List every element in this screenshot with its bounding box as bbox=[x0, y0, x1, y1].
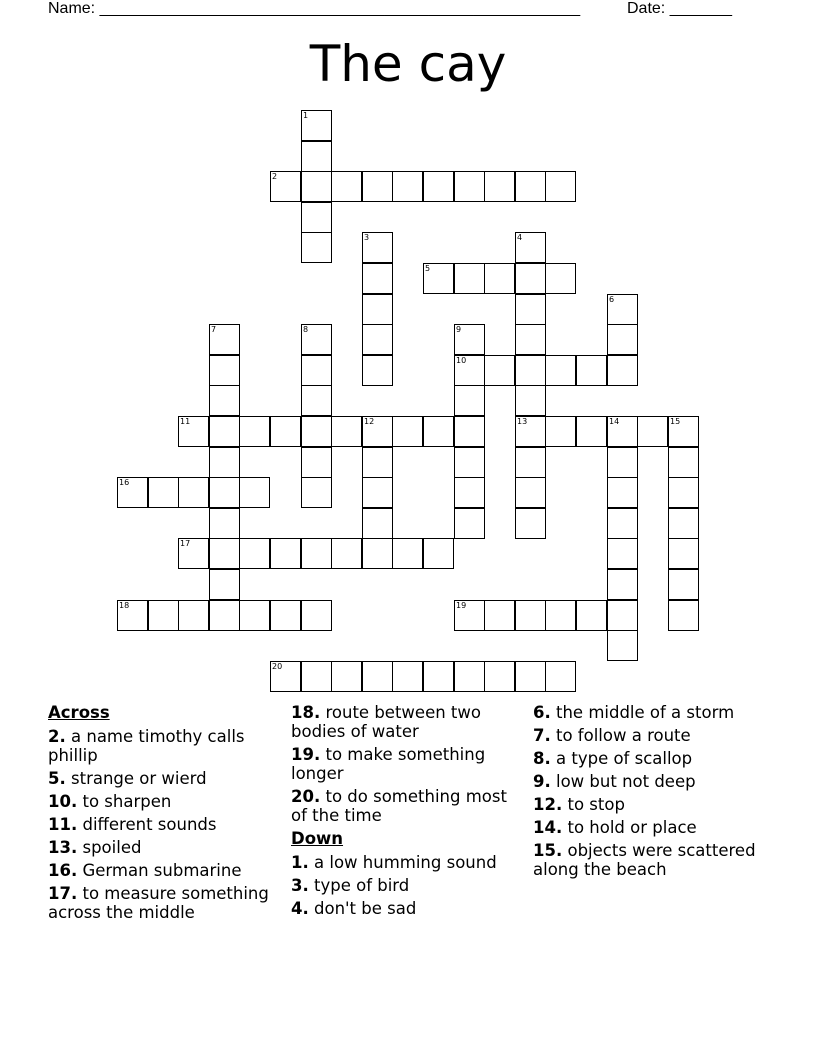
clue-across-19: 19. to make something longer bbox=[291, 745, 486, 783]
grid-cell[interactable] bbox=[423, 538, 454, 569]
grid-cell[interactable] bbox=[239, 600, 270, 631]
grid-cell[interactable] bbox=[362, 355, 393, 386]
grid-cell[interactable] bbox=[362, 538, 393, 569]
grid-cell[interactable] bbox=[301, 202, 332, 233]
grid-cell[interactable] bbox=[270, 416, 301, 447]
down-heading: Down bbox=[291, 829, 344, 848]
clue-across-18: 18. route between two bodies of water bbox=[291, 703, 481, 741]
grid-cell[interactable] bbox=[209, 385, 240, 416]
grid-cell[interactable] bbox=[515, 416, 546, 447]
grid-cell[interactable] bbox=[454, 355, 485, 386]
grid-cell[interactable] bbox=[607, 477, 638, 508]
grid-cell[interactable] bbox=[362, 661, 393, 692]
grid-cell[interactable] bbox=[362, 232, 393, 263]
grid-cell[interactable] bbox=[178, 477, 209, 508]
grid-cell[interactable] bbox=[331, 661, 362, 692]
grid-cell[interactable] bbox=[301, 232, 332, 263]
clue-number: 11 bbox=[180, 417, 191, 426]
grid-cell[interactable] bbox=[301, 477, 332, 508]
grid-cell[interactable] bbox=[515, 294, 546, 325]
grid-cell[interactable] bbox=[362, 171, 393, 202]
clue-number: 12 bbox=[364, 417, 375, 426]
grid-cell[interactable] bbox=[423, 263, 454, 294]
grid-cell[interactable] bbox=[668, 508, 699, 539]
grid-cell[interactable] bbox=[209, 355, 240, 386]
grid-cell[interactable] bbox=[607, 630, 638, 661]
grid-cell[interactable] bbox=[576, 416, 607, 447]
grid-cell[interactable] bbox=[454, 324, 485, 355]
date-line[interactable]: _______ bbox=[669, 0, 732, 17]
grid-cell[interactable] bbox=[607, 447, 638, 478]
grid-cell[interactable] bbox=[607, 294, 638, 325]
grid-cell[interactable] bbox=[270, 661, 301, 692]
grid-cell[interactable] bbox=[301, 324, 332, 355]
grid-cell[interactable] bbox=[454, 600, 485, 631]
grid-cell[interactable] bbox=[209, 600, 240, 631]
grid-cell[interactable] bbox=[515, 355, 546, 386]
grid-cell[interactable] bbox=[301, 538, 332, 569]
grid-cell[interactable] bbox=[607, 600, 638, 631]
grid-cell[interactable] bbox=[392, 661, 423, 692]
clue-down-15: 15. objects were scattered along the beach bbox=[533, 841, 756, 879]
clue-across-16: 16. German submarine bbox=[48, 861, 242, 880]
grid-cell[interactable] bbox=[423, 171, 454, 202]
grid-cell[interactable] bbox=[515, 508, 546, 539]
grid-cell[interactable] bbox=[545, 171, 576, 202]
grid-cell[interactable] bbox=[331, 416, 362, 447]
grid-cell[interactable] bbox=[454, 508, 485, 539]
clue-across-10: 10. to sharpen bbox=[48, 792, 172, 811]
grid-cell[interactable] bbox=[392, 171, 423, 202]
clue-down-7: 7. to follow a route bbox=[533, 726, 691, 745]
clue-number: 18 bbox=[119, 601, 130, 610]
clue-down-3: 3. type of bird bbox=[291, 876, 410, 895]
grid-cell[interactable] bbox=[362, 416, 393, 447]
grid-cell[interactable] bbox=[607, 324, 638, 355]
grid-cell[interactable] bbox=[484, 600, 515, 631]
grid-cell[interactable] bbox=[454, 661, 485, 692]
grid-cell[interactable] bbox=[362, 508, 393, 539]
grid-cell[interactable] bbox=[515, 385, 546, 416]
clue-number: 16 bbox=[119, 478, 130, 487]
grid-cell[interactable] bbox=[668, 538, 699, 569]
clue-across-13: 13. spoiled bbox=[48, 838, 142, 857]
grid-cell[interactable] bbox=[423, 661, 454, 692]
grid-cell[interactable] bbox=[239, 477, 270, 508]
grid-cell[interactable] bbox=[545, 661, 576, 692]
clue-number: 17 bbox=[180, 539, 191, 548]
grid-cell[interactable] bbox=[484, 661, 515, 692]
grid-cell[interactable] bbox=[607, 355, 638, 386]
grid-cell[interactable] bbox=[515, 477, 546, 508]
grid-cell[interactable] bbox=[576, 355, 607, 386]
clues-column-3 bbox=[533, 703, 768, 883]
clue-down-4: 4. don't be sad bbox=[291, 899, 417, 918]
grid-cell[interactable] bbox=[484, 171, 515, 202]
grid-cell[interactable] bbox=[270, 171, 301, 202]
grid-cell[interactable] bbox=[148, 600, 179, 631]
grid-cell[interactable] bbox=[301, 447, 332, 478]
clue-number: 15 bbox=[670, 417, 681, 426]
clue-across-2: 2. a name timothy calls phillip bbox=[48, 727, 245, 765]
grid-cell[interactable] bbox=[607, 508, 638, 539]
grid-cell[interactable] bbox=[454, 477, 485, 508]
grid-cell[interactable] bbox=[301, 661, 332, 692]
grid-cell[interactable] bbox=[515, 661, 546, 692]
grid-cell[interactable] bbox=[209, 477, 240, 508]
grid-cell[interactable] bbox=[423, 416, 454, 447]
grid-cell[interactable] bbox=[392, 416, 423, 447]
grid-cell[interactable] bbox=[515, 232, 546, 263]
name-line[interactable]: ______________________________________________________ bbox=[99, 0, 581, 17]
grid-cell[interactable] bbox=[454, 447, 485, 478]
grid-cell[interactable] bbox=[209, 447, 240, 478]
grid-cell[interactable] bbox=[515, 447, 546, 478]
grid-cell[interactable] bbox=[362, 294, 393, 325]
grid-cell[interactable] bbox=[270, 538, 301, 569]
grid-cell[interactable] bbox=[607, 538, 638, 569]
grid-cell[interactable] bbox=[668, 477, 699, 508]
clue-down-14: 14. to hold or place bbox=[533, 818, 697, 837]
grid-cell[interactable] bbox=[576, 600, 607, 631]
grid-cell[interactable] bbox=[209, 416, 240, 447]
clue-number: 3 bbox=[364, 233, 370, 242]
grid-cell[interactable] bbox=[515, 263, 546, 294]
grid-cell[interactable] bbox=[545, 416, 576, 447]
grid-cell[interactable] bbox=[301, 355, 332, 386]
grid-cell[interactable] bbox=[239, 416, 270, 447]
clue-number: 9 bbox=[456, 325, 462, 334]
clue-number: 20 bbox=[272, 662, 283, 671]
clue-number: 4 bbox=[517, 233, 523, 242]
grid-cell[interactable] bbox=[545, 263, 576, 294]
grid-cell[interactable] bbox=[209, 538, 240, 569]
grid-cell[interactable] bbox=[454, 171, 485, 202]
grid-cell[interactable] bbox=[209, 324, 240, 355]
grid-cell[interactable] bbox=[239, 538, 270, 569]
name-label: Name: bbox=[48, 0, 96, 17]
date-label: Date: bbox=[627, 0, 666, 17]
grid-cell[interactable] bbox=[484, 355, 515, 386]
grid-cell[interactable] bbox=[454, 385, 485, 416]
grid-cell[interactable] bbox=[178, 416, 209, 447]
grid-cell[interactable] bbox=[454, 263, 485, 294]
grid-cell[interactable] bbox=[331, 538, 362, 569]
grid-cell[interactable] bbox=[607, 569, 638, 600]
across-heading: Across bbox=[48, 703, 110, 722]
grid-cell[interactable] bbox=[607, 416, 638, 447]
clue-number: 1 bbox=[303, 111, 309, 120]
grid-cell[interactable] bbox=[301, 600, 332, 631]
clue-down-1: 1. a low humming sound bbox=[291, 853, 497, 872]
grid-cell[interactable] bbox=[117, 600, 148, 631]
clue-down-9: 9. low but not deep bbox=[533, 772, 696, 791]
grid-cell[interactable] bbox=[209, 508, 240, 539]
grid-cell[interactable] bbox=[545, 355, 576, 386]
clue-across-17: 17. to measure something across the middle bbox=[48, 884, 269, 922]
grid-cell[interactable] bbox=[209, 569, 240, 600]
clue-number: 8 bbox=[303, 325, 309, 334]
clue-number: 2 bbox=[272, 172, 278, 181]
grid-cell[interactable] bbox=[392, 538, 423, 569]
grid-cell[interactable] bbox=[515, 171, 546, 202]
grid-cell[interactable] bbox=[117, 477, 148, 508]
clue-number: 5 bbox=[425, 264, 431, 273]
grid-cell[interactable] bbox=[178, 538, 209, 569]
grid-cell[interactable] bbox=[515, 324, 546, 355]
grid-cell[interactable] bbox=[301, 110, 332, 141]
grid-cell[interactable] bbox=[301, 171, 332, 202]
clue-across-5: 5. strange or wierd bbox=[48, 769, 207, 788]
clue-number: 14 bbox=[609, 417, 620, 426]
clue-across-20: 20. to do something most of the time bbox=[291, 787, 507, 825]
clues-column-1 bbox=[48, 703, 283, 926]
grid-cell[interactable] bbox=[301, 141, 332, 172]
grid-cell[interactable] bbox=[362, 447, 393, 478]
grid-cell[interactable] bbox=[668, 447, 699, 478]
grid-cell[interactable] bbox=[301, 416, 332, 447]
grid-cell[interactable] bbox=[270, 600, 301, 631]
grid-cell[interactable] bbox=[637, 416, 668, 447]
grid-cell[interactable] bbox=[362, 477, 393, 508]
grid-cell[interactable] bbox=[545, 600, 576, 631]
grid-cell[interactable] bbox=[331, 171, 362, 202]
grid-cell[interactable] bbox=[668, 569, 699, 600]
clue-down-8: 8. a type of scallop bbox=[533, 749, 693, 768]
grid-cell[interactable] bbox=[668, 416, 699, 447]
clue-number: 13 bbox=[517, 417, 528, 426]
clue-down-12: 12. to stop bbox=[533, 795, 625, 814]
grid-cell[interactable] bbox=[301, 385, 332, 416]
grid-cell[interactable] bbox=[148, 477, 179, 508]
clue-down-6: 6. the middle of a storm bbox=[533, 703, 735, 722]
grid-cell[interactable] bbox=[362, 324, 393, 355]
grid-cell[interactable] bbox=[178, 600, 209, 631]
clue-number: 10 bbox=[456, 356, 467, 365]
clue-number: 6 bbox=[609, 295, 615, 304]
clue-across-11: 11. different sounds bbox=[48, 815, 217, 834]
grid-cell[interactable] bbox=[515, 600, 546, 631]
grid-cell[interactable] bbox=[484, 263, 515, 294]
grid-cell[interactable] bbox=[362, 263, 393, 294]
clues-column-2 bbox=[291, 703, 526, 922]
grid-cell[interactable] bbox=[668, 600, 699, 631]
clue-number: 7 bbox=[211, 325, 217, 334]
page-title: The cay bbox=[309, 35, 507, 93]
clue-number: 19 bbox=[456, 601, 467, 610]
grid-cell[interactable] bbox=[454, 416, 485, 447]
